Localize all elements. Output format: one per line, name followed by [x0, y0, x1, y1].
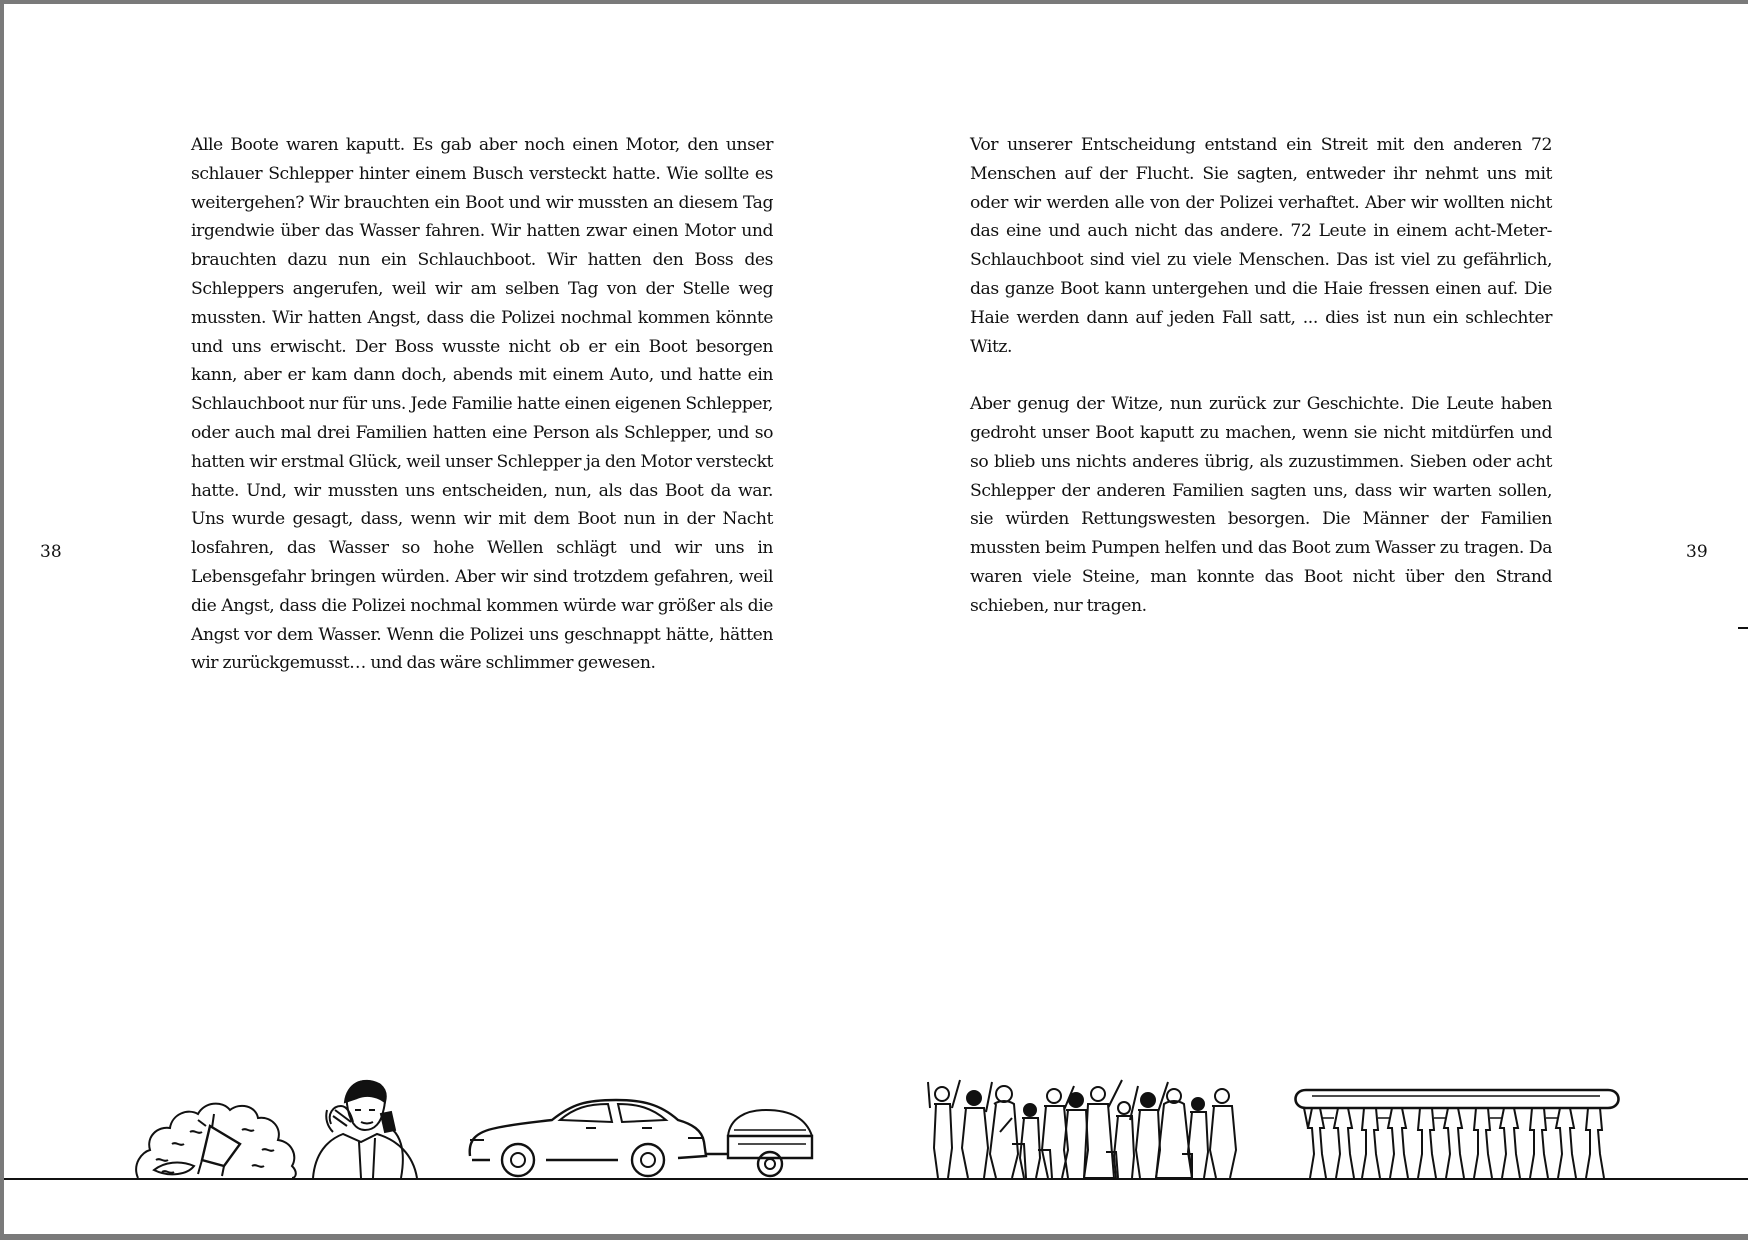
bush-with-hidden-motor-icon — [132, 1074, 302, 1180]
car-with-trailer-icon — [466, 1074, 816, 1180]
crop-mark — [1738, 627, 1748, 629]
page-number-left: 38 — [40, 542, 62, 562]
men-carrying-boat-icon — [1292, 1074, 1622, 1180]
paragraph: Alle Boote waren kaputt. Es gab aber noch einen Motor, den unser schlauer Schlepper hinter einem Busch versteckt hatte. Wie sollte es weitergehen? Wir brauchten ein Boot und wir mussten an diesem Tag irgendwie über das Wasser fahren. Wir hatten zwar einen Motor und brauchten dazu nun ein Schlauchboot. Wir hatten den Boss des Schleppers angerufen, weil wir am selben Tag von der Stelle weg mussten. Wir hatten Angst, dass die Polizei nochmal kommen könnte und uns erwischt. Der Boss wusste nicht ob er ein Boot besorgen kann, aber er kam dann doch, abends mit einem Auto, und hatte ein Schlauchboot nur für uns. Jede Familie hatte einen eigenen Schlepper, oder auch mal drei Familien hatten eine Person als Schlepper, und so hatten wir erstmal Glück, weil unser Schlepper ja den Motor versteckt hatte. Und, wir mussten uns entscheiden, nun, als das Boot da war. Uns wurde gesagt, dass, wenn wir mit dem Boot nun in der Nacht losfahren, das Wasser so hohe Wellen schlägt und wir uns in Lebensgefahr bringen würden. Aber wir sind trotzdem gefahren, weil die Angst, dass die Polizei nochmal kommen würde war größer als die Angst vor dem Wasser. Wenn die Polizei uns geschnappt hätte, hätten wir zurückgemusst… und das wäre schlimmer gewesen. — [191, 135, 773, 674]
crowd-of-people-icon — [926, 1074, 1248, 1180]
paragraph: Vor unserer Entscheidung entstand ein Streit mit den anderen 72 Menschen auf der Flucht. Sie sagten, entweder ihr nehmt uns mit oder wir werden alle von der Polizei verhaftet. Aber wir wollten nicht das eine und auch nicht das andere. 72 Leute in einem acht-Meter-Schlauchboot sind viel zu viele Menschen. Das ist viel zu gefährlich, das ganze Boot kann untergehen und die Haie fressen einen auf. Die Haie werden dann auf jeden Fall satt, ... dies ist nun ein schlechter Witz. — [970, 135, 1552, 357]
page-number-right: 39 — [1686, 542, 1708, 562]
left-page-text — [191, 131, 773, 678]
man-on-phone-icon — [309, 1074, 429, 1180]
book-spread — [4, 4, 1748, 1234]
paragraph: Aber genug der Witze, nun zurück zur Geschichte. Die Leute haben gedroht unser Boot kaputt zu machen, wenn sie nicht mitdürfen und so blieb uns nichts anderes übrig, als zuzustimmen. Sieben oder acht Schlepper der anderen Familien sagten uns, dass wir warten sollen, sie würden Rettungswesten besorgen. Die Männer der Familien mussten beim Pumpen helfen und das Boot zum Wasser zu tragen. Da waren viele Steine, man konnte das Boot nicht über den Strand schieben, nur tragen. — [970, 394, 1552, 616]
right-page-text — [970, 131, 1552, 621]
ground-line — [4, 1178, 1748, 1180]
